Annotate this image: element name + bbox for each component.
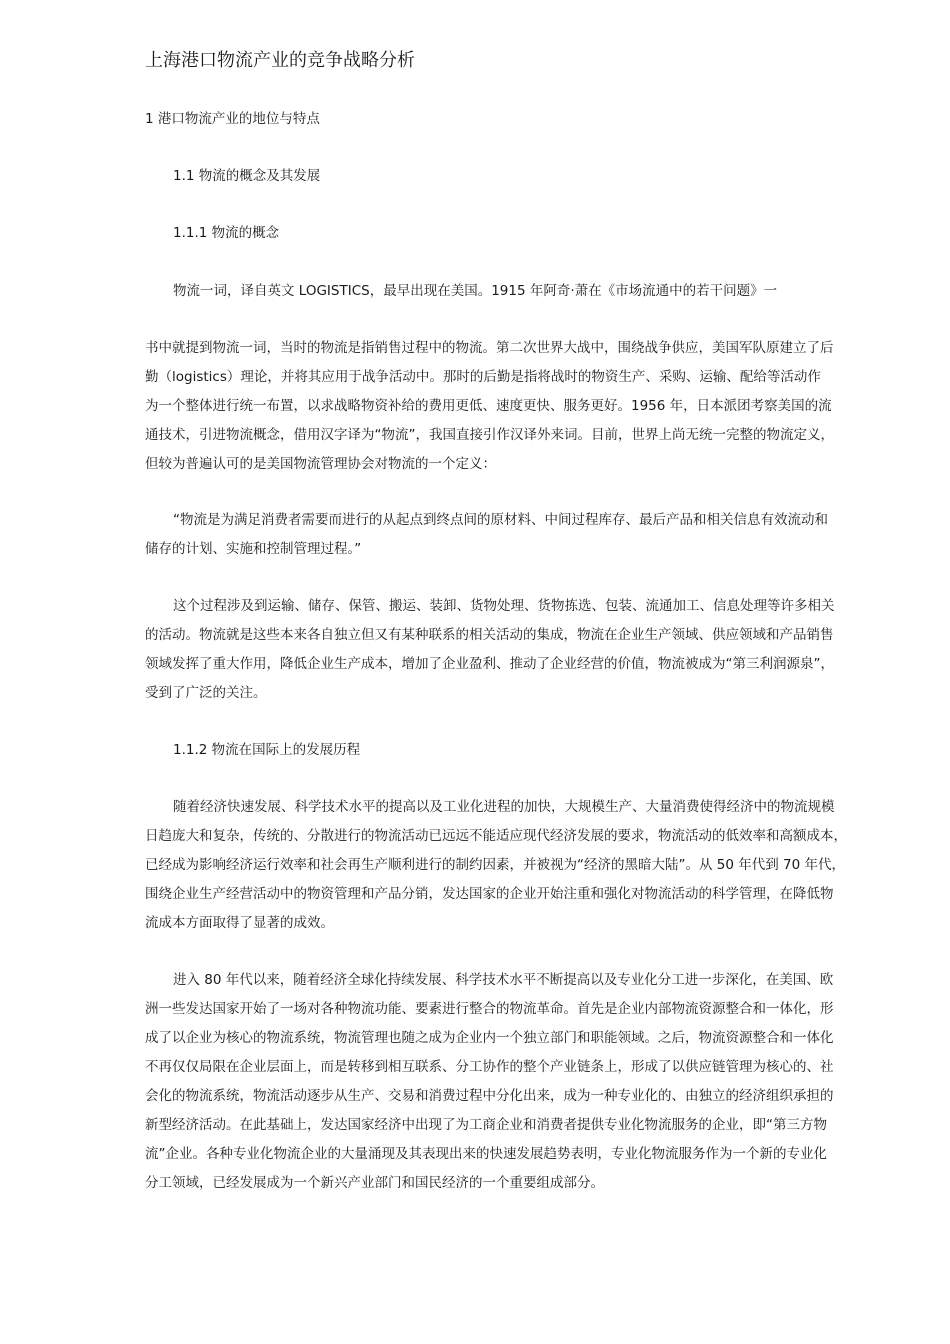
paragraph-definition-quote <box>145 506 890 564</box>
paragraph-line: 随着经济快速发展、科学技术水平的提高以及工业化进程的加快，大规模生产、大量消费使得经济中的物流规模 <box>173 799 835 815</box>
subsection-heading-1-1-2: 1.1.2 物流在国际上的发展历程 <box>173 742 361 758</box>
paragraph-line: 进入 80 年代以来，随着经济全球化持续发展、科学技术水平不断提高以及专业化分工进一步深化，在美国、欧 <box>173 972 834 988</box>
paragraph-line: 物流一词，译自英文 LOGISTICS，最早出现在美国。1915 年阿奇·萧在《市场流通中的若干问题》一 <box>173 283 778 299</box>
paragraph-line: 围绕企业生产经营活动中的物资管理和产品分销，发达国家的企业开始注重和强化对物流活动的科学管理，在降低物 <box>145 886 834 902</box>
paragraph-line: 通技术，引进物流概念，借用汉字译为“物流”，我国直接引作汉译外来词。目前，世界上尚无统一完整的物流定义， <box>145 427 834 443</box>
paragraph-line: “物流是为满足消费者需要而进行的从起点到终点间的原材料、中间过程库存、最后产品和相关信息有效流动和 <box>173 512 828 528</box>
paragraph-line: 会化的物流系统，物流活动逐步从生产、交易和消费过程中分化出来，成为一种专业化的、由独立的经济组织承担的 <box>145 1088 834 1104</box>
paragraph-line: 的活动。物流就是这些本来各自独立但又有某种联系的相关活动的集成，物流在企业生产领域、供应领域和产品销售 <box>145 627 834 643</box>
document-title: 上海港口物流产业的竞争战略分析 <box>145 50 415 71</box>
paragraph-line: 日趋庞大和复杂，传统的、分散进行的物流活动已远远不能适应现代经济发展的要求，物流活动的低效率和高额成本， <box>145 828 847 844</box>
paragraph-line: 但较为普遍认可的是美国物流管理协会对物流的一个定义： <box>145 456 496 472</box>
paragraph-line: 流”企业。各种专业化物流企业的大量涌现及其表现出来的快速发展趋势表明，专业化物流服务作为一个新的专业化 <box>145 1146 827 1162</box>
paragraph-logistics-activities <box>145 592 890 708</box>
paragraph-line: 勤（logistics）理论，并将其应用于战争活动中。那时的后勤是指将战时的物资生产、采购、运输、配给等活动作 <box>145 369 821 385</box>
paragraph-line: 分工领域，已经发展成为一个新兴产业部门和国民经济的一个重要组成部分。 <box>145 1175 604 1191</box>
paragraph-line: 不再仅仅局限在企业层面上，而是转移到相互联系、分工协作的整个产业链条上，形成了以供应链管理为核心的、社 <box>145 1059 834 1075</box>
paragraph-lead <box>145 277 890 306</box>
paragraph-line: 新型经济活动。在此基础上，发达国家经济中出现了为工商企业和消费者提供专业化物流服务的企业，即“第三方物 <box>145 1117 827 1133</box>
paragraph-line: 领域发挥了重大作用，降低企业生产成本，增加了企业盈利、推动了企业经营的价值，物流被成为“第三利润源泉”， <box>145 656 834 672</box>
paragraph-line: 已经成为影响经济运行效率和社会再生产顺利进行的制约因素，并被视为“经济的黑暗大陆”。从 50 年代到 70 年代， <box>145 857 846 873</box>
paragraph-line: 书中就提到物流一词，当时的物流是指销售过程中的物流。第二次世界大战中，围绕战争供应，美国军队原建立了后 <box>145 340 834 356</box>
paragraph-line: 为一个整体进行统一布置，以求战略物资补给的费用更低、速度更快、服务更好。1956 年，日本派团考察美国的流 <box>145 398 832 414</box>
paragraph-line: 这个过程涉及到运输、储存、保管、搬运、装卸、货物处理、货物拣选、包装、流通加工、信息处理等许多相关 <box>173 598 835 614</box>
paragraph-international-development <box>145 793 890 938</box>
paragraph-line: 洲一些发达国家开始了一场对各种物流功能、要素进行整合的物流革命。首先是企业内部物流资源整合和一体化，形 <box>145 1001 834 1017</box>
paragraph-line: 流成本方面取得了显著的成效。 <box>145 915 334 931</box>
paragraph-line: 储存的计划、实施和控制管理过程。” <box>145 541 362 557</box>
paragraph-logistics-revolution <box>145 966 890 1198</box>
subsection-heading-1-1-1: 1.1.1 物流的概念 <box>173 225 280 241</box>
paragraph-line: 受到了广泛的关注。 <box>145 685 267 701</box>
paragraph-line: 成了以企业为核心的物流系统，物流管理也随之成为企业内一个独立部门和职能领域。之后，物流资源整合和一体化 <box>145 1030 834 1046</box>
subsection-heading-1-1: 1.1 物流的概念及其发展 <box>173 168 321 184</box>
section-heading-1: 1 港口物流产业的地位与特点 <box>145 111 320 127</box>
paragraph-logistics-history <box>145 334 890 479</box>
